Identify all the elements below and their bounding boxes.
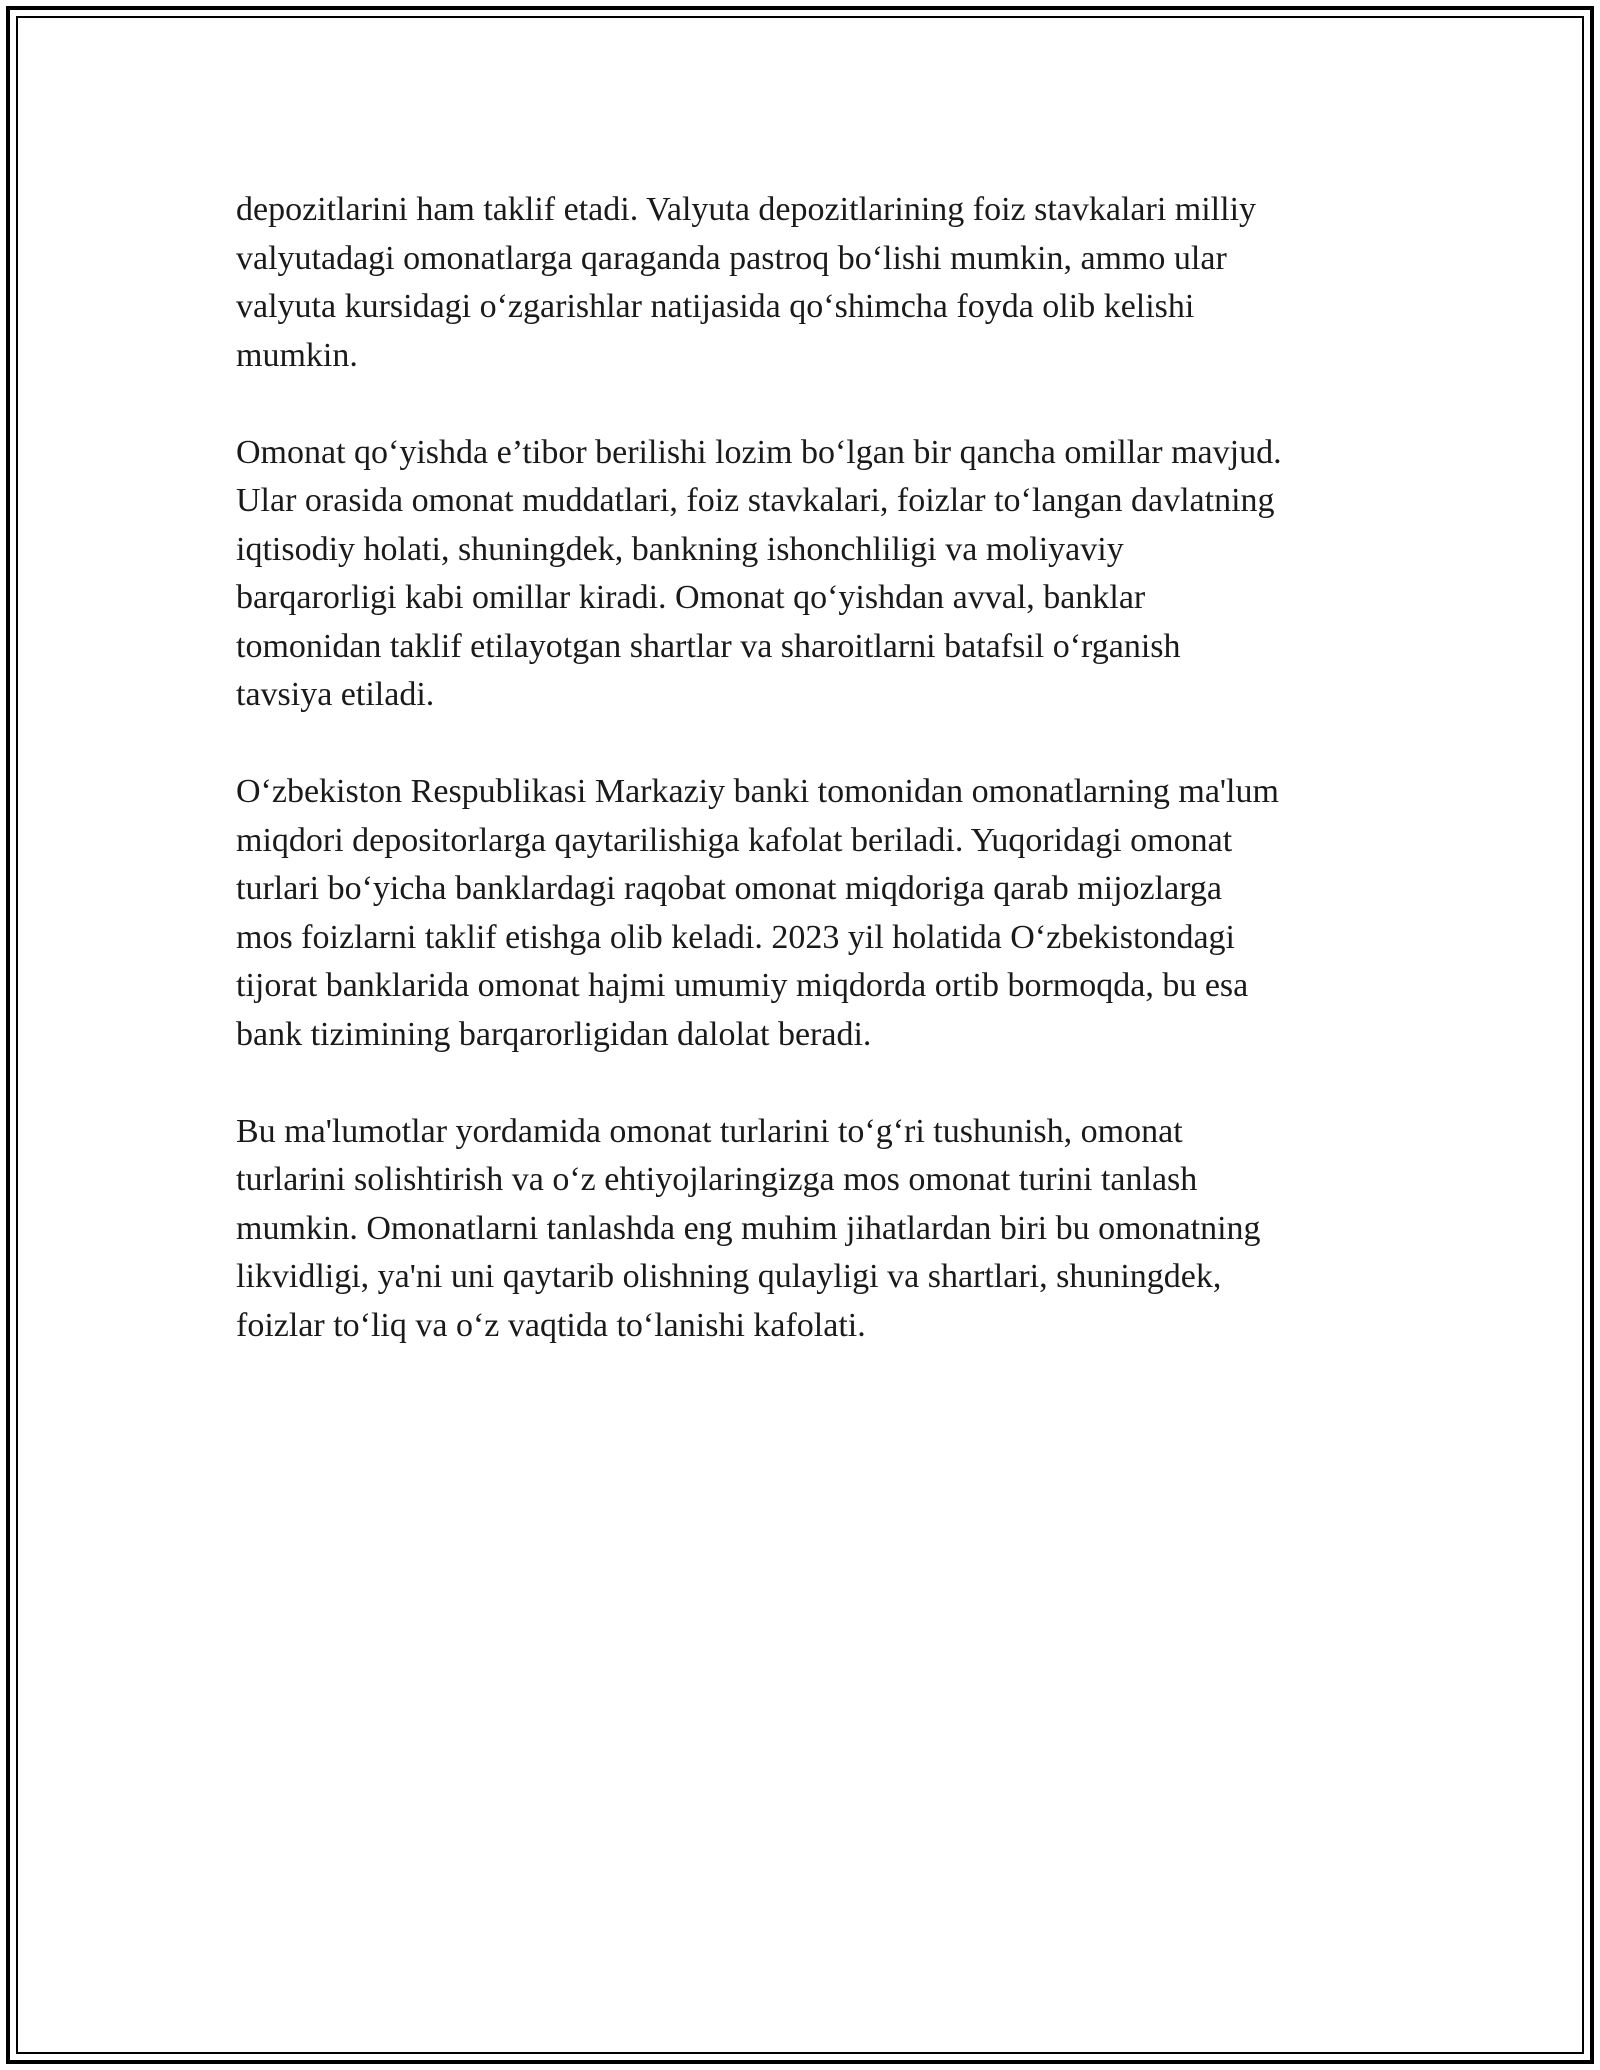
text-line: bank tizimining barqarorligidan dalolat beradi. <box>236 1015 872 1053</box>
text-line: Ular orasida omonat muddatlari, foiz stavkalari, foizlar to‘langan davlatning <box>236 482 1275 519</box>
text-line: tomonidan taklif etilayotgan shartlar va sharoitlarni batafsil o‘rganish <box>236 627 1181 665</box>
text-line: likvidligi, ya'ni uni qaytarib olishning qulayligi va shartlari, shuningdek, <box>236 1258 1222 1295</box>
text-line: Bu ma'lumotlar yordamida omonat turlarini to‘g‘ri tushunish, omonat <box>236 1112 1183 1150</box>
text-line: barqarorligi kabi omillar kiradi. Omonat qo‘yishdan avval, banklar <box>236 579 1146 616</box>
document-body <box>236 186 1376 1399</box>
text-line: depozitlarini ham taklif etadi. Valyuta depozitlarining foiz stavkalari milliy <box>236 191 1257 228</box>
text-line: mumkin. <box>236 336 358 374</box>
paragraph-1 <box>236 186 1376 380</box>
paragraph-3 <box>236 768 1376 1059</box>
text-line: miqdori depositorlarga qaytarilishiga kafolat beriladi. Yuqoridagi omonat <box>236 821 1233 859</box>
text-line: Omonat qo‘yishda e’tibor berilishi lozim bo‘lgan bir qancha omillar mavjud. <box>236 433 1282 471</box>
text-line: tavsiya etiladi. <box>236 676 435 713</box>
text-line: turlarini solishtirish va o‘z ehtiyojlaringizga mos omonat turini tanlash <box>236 1161 1198 1198</box>
text-line: foizlar to‘liq va o‘z vaqtida to‘lanishi kafolati. <box>236 1306 866 1344</box>
paragraph-4 <box>236 1108 1376 1351</box>
text-line: valyuta kursidagi o‘zgarishlar natijasida qo‘shimcha foyda olib kelishi <box>236 288 1195 325</box>
text-line: turlari bo‘yicha banklardagi raqobat omonat miqdoriga qarab mijozlarga <box>236 870 1222 907</box>
paragraph-2 <box>236 429 1376 720</box>
text-line: O‘zbekiston Respublikasi Markaziy banki tomonidan omonatlarning ma'lum <box>236 773 1279 810</box>
text-line: iqtisodiy holati, shuningdek, bankning ishonchliligi va moliyaviy <box>236 530 1124 568</box>
text-line: tijorat banklarida omonat hajmi umumiy miqdorda ortib bormoqda, bu esa <box>236 967 1249 1004</box>
text-line: mos foizlarni taklif etishga olib keladi. 2023 yil holatida O‘zbekistondagi <box>236 918 1235 956</box>
text-line: mumkin. Omonatlarni tanlashda eng muhim jihatlardan biri bu omonatning <box>236 1209 1261 1247</box>
text-line: valyutadagi omonatlarga qaraganda pastroq bo‘lishi mumkin, ammo ular <box>236 239 1227 277</box>
